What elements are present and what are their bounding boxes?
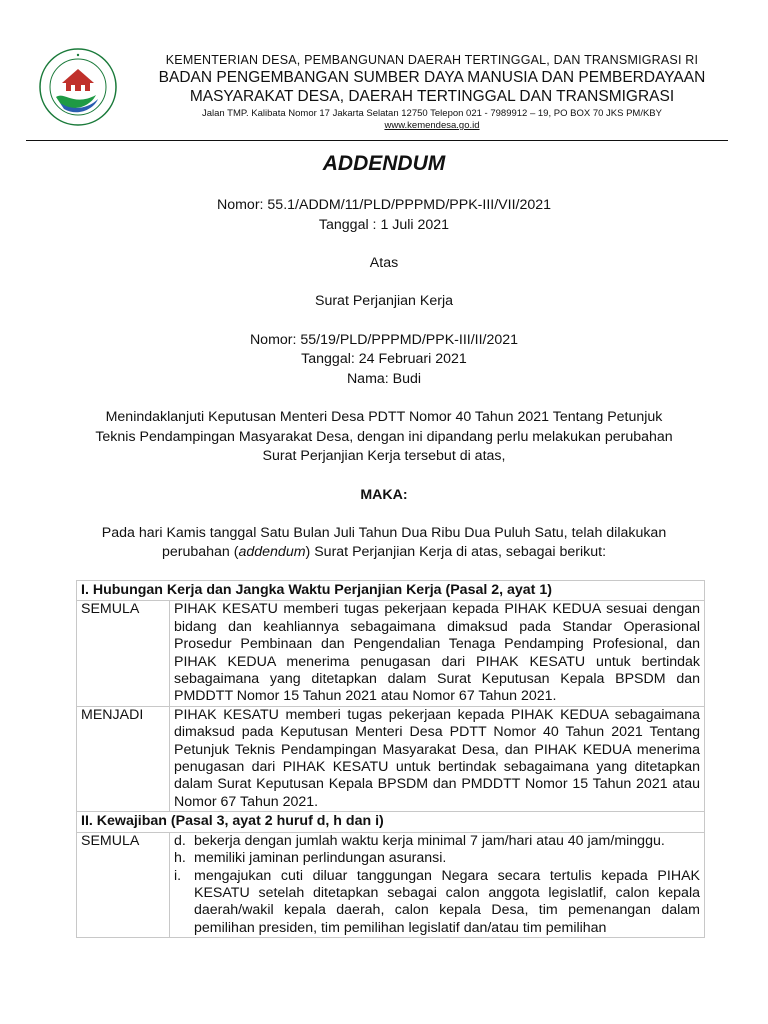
letterhead — [132, 52, 732, 132]
semula-label: SEMULA — [77, 832, 170, 937]
addendum-date: Tanggal : 1 Juli 2021 — [318, 217, 450, 233]
letterhead-divider — [26, 140, 728, 141]
atas-label: Atas — [369, 255, 399, 271]
list-text: memiliki jaminan perlindungan asuransi. — [194, 850, 447, 867]
agency-name-line1: BADAN PENGEMBANGAN SUMBER DAYA MANUSIA DAN PEMBERDAYAAN — [158, 69, 706, 86]
addendum-emphasis: addendum — [238, 544, 306, 560]
section-1-menjadi-text: PIHAK KESATU memberi tugas pekerjaan kepada PIHAK KEDUA sebagaimana dimaksud pada Keputusan Menteri Desa PDTT Nomor 40 Tahun 2021 Tentang Petunjuk Teknis Pendampingan Masyarakat Desa, dan PIHAK KEDUA menerima penugasan dari PIHAK KESATU untuk bertindak sebagaimana yang ditetapkan dalam Surat Keputusan Kepala BPSDM dan PMDDTT Nomor 15 Tahun 2021 atau Nomor 67 Tahun 2021. — [170, 706, 705, 811]
intro-line-1: Menindaklanjuti Keputusan Menteri Desa PDTT Nomor 40 Tahun 2021 Tentang Petunjuk — [105, 409, 663, 425]
list-item — [174, 868, 700, 938]
website-link[interactable]: www.kemendesa.go.id — [384, 120, 480, 131]
address: Jalan TMP. Kalibata Nomor 17 Jakarta Selatan 12750 Telepon 021 - 7989912 – 19, PO BOX 70 JKS PM/KBY — [202, 108, 662, 119]
section-1-semula-row — [77, 601, 705, 706]
addendum-table — [76, 580, 705, 938]
list-marker: d. — [174, 832, 186, 849]
contract-number: Nomor: 55/19/PLD/PPPMD/PPK-III/II/2021 — [249, 332, 519, 348]
contract-name: Nama: Budi — [346, 371, 422, 387]
list-item — [174, 833, 700, 850]
section-2-title: II. Kewajiban (Pasal 3, ayat 2 huruf d, h dan i) — [77, 812, 705, 832]
list-text: bekerja dengan jumlah waktu kerja minimal 7 jam/hari atau 40 jam/minggu. — [194, 832, 665, 849]
section-1-header-row — [77, 581, 705, 601]
addendum-number: Nomor: 55.1/ADDM/11/PLD/PPPMD/PPK-III/VII/2021 — [216, 197, 552, 213]
list-text: mengajukan cuti diluar tanggungan Negara secara tertulis kepada PIHAK KESATU setelah ditetapkan sebagai calon anggota legislatlif, calon kepala daerah/wakil kepala daerah, calon kepala Desa, tim pemenangan dalam pemilihan presiden, tim pemilihan legislatif dan/atau tim pemilihan — [194, 867, 700, 936]
section-1-semula-text: PIHAK KESATU memberi tugas pekerjaan kepada PIHAK KEDUA sesuai dengan bidang dan keahliannya sebagaimana dimaksud pada Standar Operasional Prosedur Pembinaan dan Pengendalian Tenaga Pendamping Profesional, dan PIHAK KEDUA menerima penugasan dari PIHAK KESATU untuk bertindak sebagaimana yang ditetapkan dalam Surat Keputusan Kepala BPSDM dan PMDDTT Nomor 15 Tahun 2021 atau Nomor 67 Tahun 2021. — [170, 601, 705, 706]
menjadi-label: MENJADI — [77, 706, 170, 811]
intro-line-3: Surat Perjanjian Kerja tersebut di atas, — [262, 448, 506, 464]
maka-heading: MAKA: — [360, 487, 408, 503]
section-1-title: I. Hubungan Kerja dan Jangka Waktu Perjanjian Kerja (Pasal 2, ayat 1) — [77, 581, 705, 601]
intro-line-2: Teknis Pendampingan Masyarakat Desa, dengan ini dipandang perlu melakukan perubahan — [95, 429, 673, 445]
list-marker: h. — [174, 850, 186, 867]
ministry-logo — [38, 47, 118, 127]
section-2-header-row — [77, 812, 705, 832]
document-title: ADDENDUM — [322, 152, 446, 175]
agency-name-line2: MASYARAKAT DESA, DAERAH TERTINGGAL DAN TRANSMIGRASI — [189, 88, 675, 105]
semula-label: SEMULA — [77, 601, 170, 706]
section-2-semula-row — [77, 832, 705, 937]
section-1-menjadi-row — [77, 706, 705, 811]
statement-line-2: perubahan (addendum) Surat Perjanjian Kerja di atas, sebagai berikut: — [161, 544, 607, 560]
contract-title: Surat Perjanjian Kerja — [314, 293, 453, 309]
section-2-semula-list — [170, 832, 705, 937]
ministry-name: KEMENTERIAN DESA, PEMBANGUNAN DAERAH TERTINGGAL, DAN TRANSMIGRASI RI — [165, 53, 699, 67]
statement-line-1: Pada hari Kamis tanggal Satu Bulan Juli Tahun Dua Ribu Dua Puluh Satu, telah dilakukan — [101, 525, 667, 541]
list-item — [174, 850, 700, 867]
contract-date: Tanggal: 24 Februari 2021 — [301, 351, 467, 367]
list-marker: i. — [174, 867, 182, 884]
